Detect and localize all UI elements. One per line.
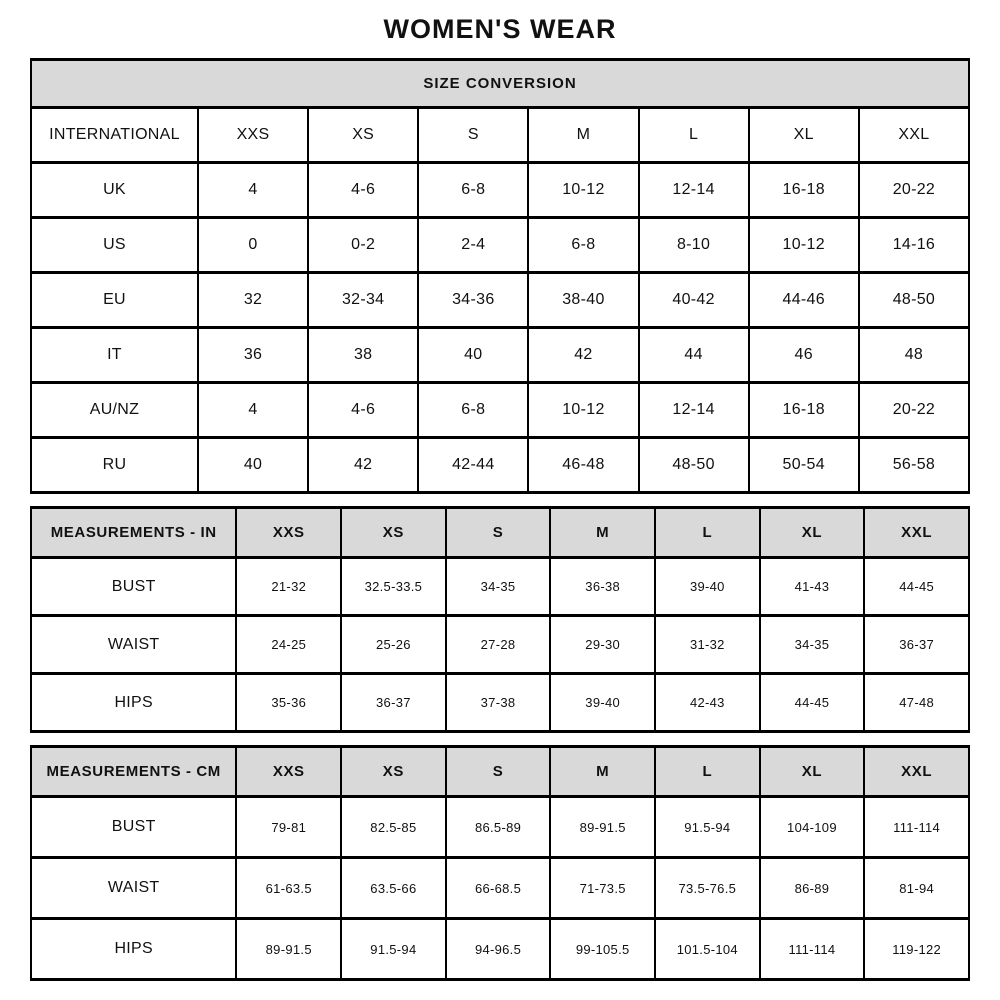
- table-cell: 8-10: [639, 218, 749, 273]
- col-header-xxl: XXL: [859, 108, 969, 163]
- table-cell: 4: [198, 163, 308, 218]
- table-cell: 16-18: [749, 163, 859, 218]
- table-row-ru: [31, 438, 969, 493]
- table-cell: 6-8: [528, 218, 638, 273]
- table-cell: 99-105.5: [550, 919, 655, 980]
- table-cell: 91.5-94: [655, 797, 760, 858]
- table-cell: 44-45: [760, 674, 865, 732]
- row-label: IT: [31, 328, 198, 383]
- row-label: WAIST: [31, 616, 236, 674]
- col-header-xxs: XXS: [198, 108, 308, 163]
- table-cell: 34-36: [418, 273, 528, 328]
- table-cell: 47-48: [864, 674, 969, 732]
- table-cell: 111-114: [864, 797, 969, 858]
- col-header-l: L: [655, 747, 760, 797]
- table-cell: 34-35: [760, 616, 865, 674]
- row-label: BUST: [31, 797, 236, 858]
- column-header-row: [31, 108, 969, 163]
- table-cell: 104-109: [760, 797, 865, 858]
- col-header-xxs: XXS: [236, 508, 341, 558]
- table-cell: 91.5-94: [341, 919, 446, 980]
- col-header-xxl: XXL: [864, 508, 969, 558]
- table-cell: 10-12: [749, 218, 859, 273]
- table-row-uk: [31, 163, 969, 218]
- table-cell: 27-28: [446, 616, 551, 674]
- table-cell: 42: [528, 328, 638, 383]
- table-cell: 6-8: [418, 163, 528, 218]
- measurements-in-table: [30, 506, 970, 733]
- col-header-xxl: XXL: [864, 747, 969, 797]
- col-header-xs: XS: [341, 508, 446, 558]
- table-cell: 111-114: [760, 919, 865, 980]
- table-cell: 119-122: [864, 919, 969, 980]
- table-cell: 0: [198, 218, 308, 273]
- col-header-s: S: [418, 108, 528, 163]
- row-label: WAIST: [31, 858, 236, 919]
- table-cell: 4: [198, 383, 308, 438]
- table-row-waist: [31, 616, 969, 674]
- table-cell: 89-91.5: [550, 797, 655, 858]
- col-header-l: L: [655, 508, 760, 558]
- row-label: UK: [31, 163, 198, 218]
- table-cell: 20-22: [859, 163, 969, 218]
- table-row-aunz: [31, 383, 969, 438]
- size-conversion-header-row: [31, 60, 969, 108]
- table-cell: 0-2: [308, 218, 418, 273]
- table-cell: 29-30: [550, 616, 655, 674]
- table-cell: 34-35: [446, 558, 551, 616]
- row-label: RU: [31, 438, 198, 493]
- table-cell: 40-42: [639, 273, 749, 328]
- table-cell: 2-4: [418, 218, 528, 273]
- table-cell: 48: [859, 328, 969, 383]
- table-cell: 46-48: [528, 438, 638, 493]
- table-cell: 32-34: [308, 273, 418, 328]
- table-row-hips: [31, 674, 969, 732]
- table-cell: 79-81: [236, 797, 341, 858]
- table-cell: 44-45: [864, 558, 969, 616]
- table-cell: 4-6: [308, 163, 418, 218]
- table-cell: 4-6: [308, 383, 418, 438]
- table-row-hips: [31, 919, 969, 980]
- table-cell: 81-94: [864, 858, 969, 919]
- col-header-xl: XL: [760, 747, 865, 797]
- table-cell: 12-14: [639, 163, 749, 218]
- table-row-waist: [31, 858, 969, 919]
- col-header-s: S: [446, 508, 551, 558]
- table-cell: 10-12: [528, 163, 638, 218]
- measurements-in-header-row: [31, 508, 969, 558]
- table-cell: 32.5-33.5: [341, 558, 446, 616]
- table-cell: 94-96.5: [446, 919, 551, 980]
- measurements-cm-table: [30, 745, 970, 981]
- table-cell: 6-8: [418, 383, 528, 438]
- table-cell: 56-58: [859, 438, 969, 493]
- col-header-xxs: XXS: [236, 747, 341, 797]
- table-cell: 37-38: [446, 674, 551, 732]
- table-cell: 101.5-104: [655, 919, 760, 980]
- table-cell: 46: [749, 328, 859, 383]
- table-cell: 40: [418, 328, 528, 383]
- row-label: US: [31, 218, 198, 273]
- col-header-l: L: [639, 108, 749, 163]
- table-cell: 36-38: [550, 558, 655, 616]
- table-row-bust: [31, 558, 969, 616]
- page-title: WOMEN'S WEAR: [383, 14, 617, 44]
- table-cell: 24-25: [236, 616, 341, 674]
- table-cell: 14-16: [859, 218, 969, 273]
- row-label: EU: [31, 273, 198, 328]
- table-cell: 71-73.5: [550, 858, 655, 919]
- col-header-xl: XL: [760, 508, 865, 558]
- table-cell: 44-46: [749, 273, 859, 328]
- table-cell: 86-89: [760, 858, 865, 919]
- table-cell: 42: [308, 438, 418, 493]
- table-cell: 25-26: [341, 616, 446, 674]
- table-cell: 35-36: [236, 674, 341, 732]
- row-label: BUST: [31, 558, 236, 616]
- table-cell: 89-91.5: [236, 919, 341, 980]
- table-cell: 31-32: [655, 616, 760, 674]
- table-cell: 63.5-66: [341, 858, 446, 919]
- size-conversion-header: SIZE CONVERSION: [31, 60, 969, 108]
- col-header-xs: XS: [341, 747, 446, 797]
- col-header-xs: XS: [308, 108, 418, 163]
- row-label: HIPS: [31, 919, 236, 980]
- table-cell: 39-40: [550, 674, 655, 732]
- table-cell: 16-18: [749, 383, 859, 438]
- table-row-it: [31, 328, 969, 383]
- col-header-m: M: [528, 108, 638, 163]
- row-label: AU/NZ: [31, 383, 198, 438]
- table-cell: 38-40: [528, 273, 638, 328]
- size-conversion-table: [30, 58, 970, 494]
- table-cell: 48-50: [639, 438, 749, 493]
- table-cell: 10-12: [528, 383, 638, 438]
- measurements-cm-header: MEASUREMENTS - CM: [31, 747, 236, 797]
- col-header-m: M: [550, 508, 655, 558]
- table-cell: 44: [639, 328, 749, 383]
- table-cell: 36-37: [864, 616, 969, 674]
- table-cell: 50-54: [749, 438, 859, 493]
- col-header-m: M: [550, 747, 655, 797]
- table-cell: 42-44: [418, 438, 528, 493]
- table-cell: 32: [198, 273, 308, 328]
- table-cell: 82.5-85: [341, 797, 446, 858]
- table-row-bust: [31, 797, 969, 858]
- table-cell: 86.5-89: [446, 797, 551, 858]
- table-cell: 41-43: [760, 558, 865, 616]
- table-cell: 40: [198, 438, 308, 493]
- table-row-us: [31, 218, 969, 273]
- table-cell: 61-63.5: [236, 858, 341, 919]
- table-cell: 36-37: [341, 674, 446, 732]
- col-header-xl: XL: [749, 108, 859, 163]
- table-cell: 38: [308, 328, 418, 383]
- col-header-international: INTERNATIONAL: [31, 108, 198, 163]
- table-cell: 21-32: [236, 558, 341, 616]
- table-cell: 20-22: [859, 383, 969, 438]
- col-header-s: S: [446, 747, 551, 797]
- table-cell: 48-50: [859, 273, 969, 328]
- measurements-in-header: MEASUREMENTS - IN: [31, 508, 236, 558]
- row-label: HIPS: [31, 674, 236, 732]
- table-cell: 42-43: [655, 674, 760, 732]
- table-cell: 39-40: [655, 558, 760, 616]
- table-row-eu: [31, 273, 969, 328]
- table-cell: 36: [198, 328, 308, 383]
- table-cell: 12-14: [639, 383, 749, 438]
- measurements-cm-header-row: [31, 747, 969, 797]
- table-cell: 66-68.5: [446, 858, 551, 919]
- table-cell: 73.5-76.5: [655, 858, 760, 919]
